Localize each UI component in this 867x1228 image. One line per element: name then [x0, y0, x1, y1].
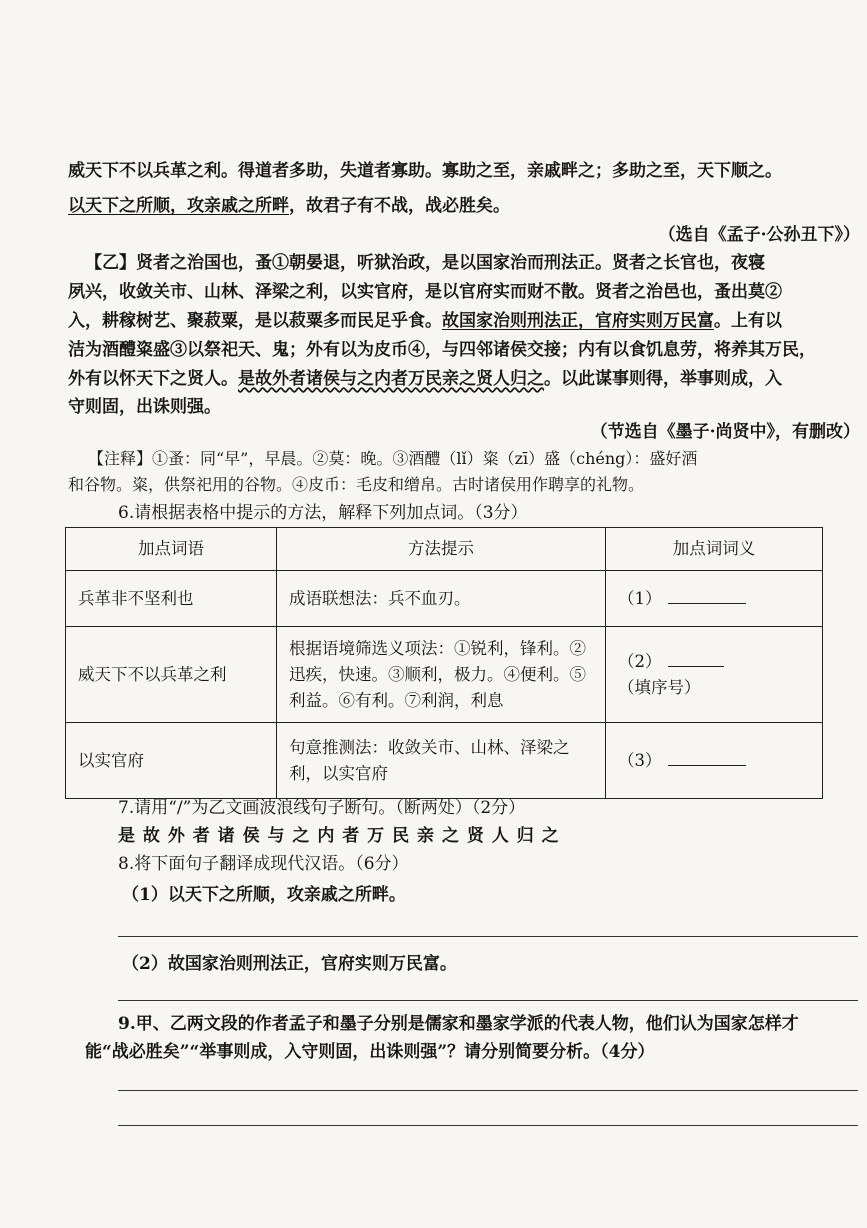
- yi-source: （节选自《墨子·尚贤中》，有删改）: [590, 422, 860, 442]
- yi-line-3-pre: 入，耕稼树艺、聚菽粟，是以菽粟多而民足乎食。: [68, 311, 442, 331]
- jia-line-2-rest: ，故君子有不战，战必胜矣。: [289, 196, 510, 216]
- jia-source: （选自《孟子·公孙丑下》）: [658, 225, 860, 245]
- q8-prompt: 8.将下面句子翻译成现代汉语。（6分）: [118, 854, 409, 874]
- row3-word: 以实官府: [66, 723, 277, 799]
- q6-table: [65, 527, 823, 799]
- row2-word: 威天下不以兵革之利: [66, 627, 277, 723]
- jia-line-1: 威天下不以兵革之利。得道者多助，失道者寡助。寡助之至，亲戚畔之；多助之至，天下顺之。: [68, 161, 782, 181]
- row1-word: 兵革非不坚利也: [66, 571, 277, 627]
- yi-line-2: 夙兴，收敛关市、山林、泽梁之利，以实官府，是以官府实而财不散。贤者之治邑也，蚤出莫②: [68, 282, 782, 302]
- notes-line-1: 【注释】①蚤：同“早”，早晨。②莫：晚。③酒醴（lǐ）粢（zī）盛（chéng）：盛好酒: [88, 449, 698, 468]
- answer-line-9-2[interactable]: [118, 1125, 858, 1126]
- row3-answer-label: （3）: [618, 750, 662, 770]
- q7-prompt: 7.请用“/”为乙文画波浪线句子断句。（断两处）（2分）: [118, 798, 526, 818]
- yi-line-5-post: 。以此谋事则得，举事则成，入: [544, 369, 782, 389]
- yi-line-3: [68, 310, 782, 332]
- row3-method: 句意推测法：收敛关市、山林、泽梁之利，以实官府: [277, 723, 606, 799]
- table-row: [66, 571, 823, 627]
- table-header-word: 加点词语: [66, 528, 277, 571]
- yi-wavy-sentence: 是故外者诸侯与之内者万民亲之贤人归之: [238, 369, 544, 389]
- table-header-row: [66, 528, 823, 571]
- answer-line-8-1[interactable]: [118, 936, 858, 937]
- yi-line-6: 守则固，出诛则强。: [68, 397, 221, 417]
- yi-line-5-pre: 外有以怀天下之贤人。: [68, 369, 238, 389]
- row1-answer-label: （1）: [618, 588, 662, 608]
- table-row: [66, 627, 823, 723]
- yi-underlined-sentence: 故国家治则刑法正，官府实则万民富: [442, 311, 714, 331]
- q7-sentence: 是 故 外 者 诸 侯 与 之 内 者 万 民 亲 之 贤 人 归 之: [118, 826, 560, 846]
- row1-method: 成语联想法：兵不血刃。: [277, 571, 606, 627]
- row1-answer-cell: [606, 571, 823, 627]
- yi-line-1: 【乙】贤者之治国也，蚤①朝晏退，听狱治政，是以国家治而刑法正。贤者之长官也，夜寝: [85, 253, 765, 273]
- q9-line-2: 能“战必胜矣”“举事则成，入守则固，出诛则强”？请分别简要分析。（4分）: [85, 1042, 655, 1062]
- answer-line-8-2[interactable]: [118, 1000, 858, 1001]
- row3-answer-blank[interactable]: [668, 749, 746, 766]
- table-header-method: 方法提示: [277, 528, 606, 571]
- table-header-meaning: 加点词词义: [606, 528, 823, 571]
- q6-prompt: 6.请根据表格中提示的方法，解释下列加点词。（3分）: [118, 503, 528, 523]
- row2-answer-blank[interactable]: [668, 650, 724, 667]
- yi-line-3-post: 。上有以: [714, 311, 782, 331]
- q8-item-1: （1）以天下之所顺，攻亲戚之所畔。: [122, 885, 406, 905]
- q8-item-2: （2）故国家治则刑法正，官府实则万民富。: [122, 954, 457, 974]
- table-row: [66, 723, 823, 799]
- row2-method: 根据语境筛选义项法：①锐利，锋利。②迅疾，快速。③顺利，极力。④便利。⑤利益。⑥有利。⑦利润，利息: [277, 627, 606, 723]
- yi-line-4: 洁为酒醴粢盛③以祭祀天、鬼；外有以为皮币④，与四邻诸侯交接；内有以食饥息劳，将养其万民，: [68, 340, 816, 360]
- answer-line-9-1[interactable]: [118, 1090, 858, 1091]
- jia-underlined-sentence: 以天下之所顺，攻亲戚之所畔: [68, 196, 289, 216]
- row2-answer-note: （填序号）: [618, 677, 701, 697]
- row3-answer-cell: [606, 723, 823, 799]
- q9-line-1: 9.甲、乙两文段的作者孟子和墨子分别是儒家和墨家学派的代表人物，他们认为国家怎样才: [118, 1014, 799, 1034]
- row2-answer-cell: [606, 627, 823, 723]
- row1-answer-blank[interactable]: [668, 587, 746, 604]
- notes-line-2: 和谷物。粢，供祭祀用的谷物。④皮币：毛皮和缯帛。古时诸侯用作聘享的礼物。: [68, 475, 645, 494]
- yi-line-5: [68, 368, 782, 390]
- row2-answer-label: （2）: [618, 651, 662, 671]
- jia-line-2: [68, 195, 510, 217]
